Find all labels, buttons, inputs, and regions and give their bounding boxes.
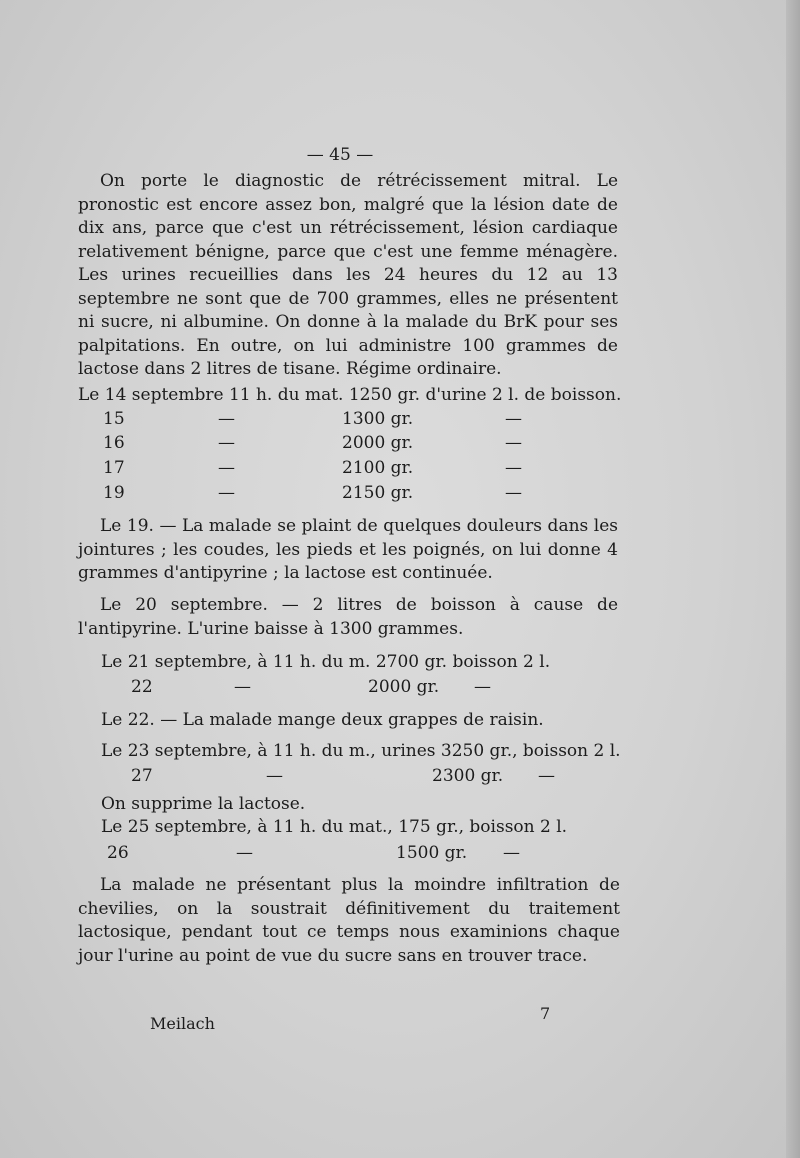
row-day: 22 (131, 677, 153, 697)
row-urine: 2100 gr. (342, 458, 414, 478)
row-day: 17 (103, 458, 125, 478)
row-urine: 1300 gr. (342, 409, 414, 429)
paragraph-conclusion: La malade ne présentant plus la moindre infiltration de chevilies, on la soustrait définitivement du traitement lactosique, pendant tout ce temps nous examinions chaque jour l'urine au point de vue du sucre sans en trouver trace. (78, 875, 620, 966)
row-day: 27 (131, 766, 153, 786)
row-dash: — (505, 433, 522, 453)
row-dash: — (236, 843, 253, 863)
line-21-septembre: Le 21 septembre, à 11 h. du m. 2700 gr. boisson 2 l. (101, 652, 551, 672)
row-day: 19 (103, 483, 125, 503)
signature-mark: 7 (540, 1004, 551, 1023)
row-day: 15 (103, 409, 125, 429)
row-dash: — (505, 458, 522, 478)
row-urine: 2300 gr. (432, 766, 504, 786)
row-dash: — (538, 766, 555, 786)
row-dash: — (218, 458, 235, 478)
row-urine: 2000 gr. (368, 677, 440, 697)
line-supprime: On supprime la lactose. (101, 794, 306, 814)
row-dash: — (218, 409, 235, 429)
paragraph-19: Le 19. — La malade se plaint de quelques douleurs dans les jointures ; les coudes, les pieds et les poignés, on lui donne 4 grammes d'antipyrine ; la lactose est continuée. (78, 516, 618, 583)
row-dash: — (218, 483, 235, 503)
row-dash: — (505, 483, 522, 503)
row-urine: 2000 gr. (342, 433, 414, 453)
paragraph-20: Le 20 septembre. — 2 litres de boisson à cause de l'antipyrine. L'urine baisse à 1300 grammes. (78, 595, 618, 639)
row-dash: — (474, 677, 491, 697)
row-dash: — (218, 433, 235, 453)
footer-author: Meilach (150, 1014, 215, 1033)
row-day: 16 (103, 433, 125, 453)
paragraph-diagnostic: On porte le diagnostic de rétrécissement mitral. Le pronostic est encore assez bon, malgré que la lésion date de dix ans, parce que c'est un rétrécissement, lésion cardiaque relativement bénigne, parce que c'est une femme ménagère. Les urines recueillies dans les 24 heures du 12 au 13 septembre ne sont que de 700 grammes, elles ne présentent ni sucre, ni albumine. On donne à la malade du BrK pour ses palpitations. En outre, on lui administre 100 grammes de lactose dans 2 litres de tisane. Régime ordinaire. (78, 171, 618, 379)
page-number: — 45 — (306, 145, 374, 165)
line-22: Le 22. — La malade mange deux grappes de raisin. (101, 710, 544, 730)
row-dash: — (505, 409, 522, 429)
page-edge (786, 0, 800, 1158)
line-23-septembre: Le 23 septembre, à 11 h. du m., urines 3250 gr., boisson 2 l. (101, 741, 621, 761)
row-dash: — (234, 677, 251, 697)
table1-first-line: Le 14 septembre 11 h. du mat. 1250 gr. d'urine 2 l. de boisson. (78, 385, 622, 405)
row-urine: 2150 gr. (342, 483, 414, 503)
line-25-septembre: Le 25 septembre, à 11 h. du mat., 175 gr., boisson 2 l. (101, 817, 568, 837)
row-dash: — (266, 766, 283, 786)
row-urine: 1500 gr. (396, 843, 468, 863)
row-day: 26 (107, 843, 129, 863)
row-dash: — (503, 843, 520, 863)
